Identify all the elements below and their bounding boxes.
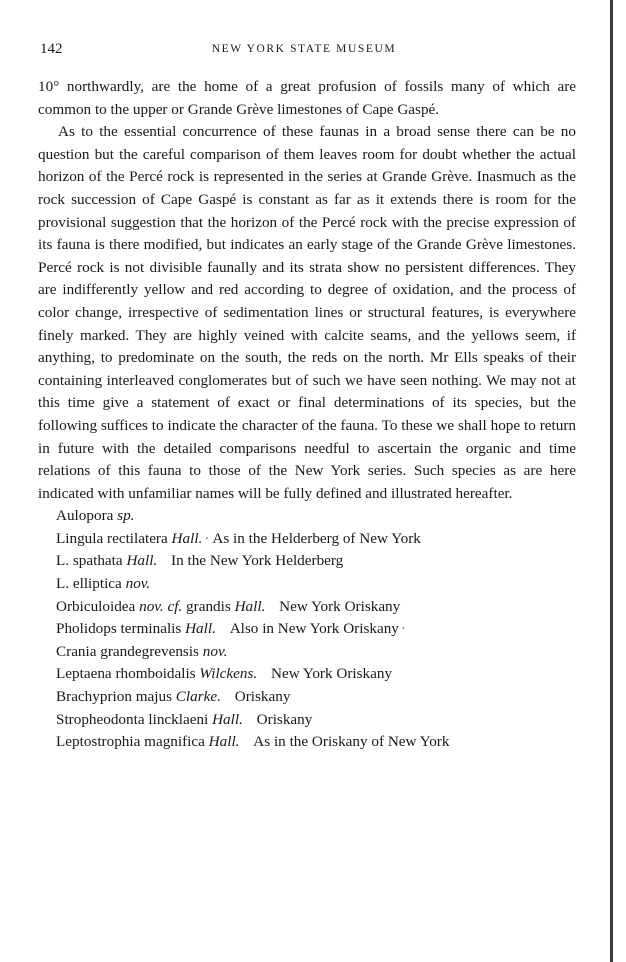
page-body: [38, 76, 576, 754]
paragraph-1: 10° northwardly, are the home of a great profusion of fossils many of which are common to the upper or Grande Grève limestones of Cape Gaspé.: [38, 78, 576, 118]
species-item: [56, 573, 576, 596]
species-item: [56, 709, 576, 732]
species-name: Stropheodonta lincklaeni: [56, 710, 209, 728]
page-number: 142: [40, 41, 63, 57]
species-note: In the New York Helderberg: [171, 552, 344, 570]
species-name: Lingula rectilatera: [56, 529, 168, 547]
species-item: [56, 641, 576, 664]
species-author: Wilckens.: [199, 665, 258, 683]
species-name: Brachyprion majus: [56, 688, 172, 706]
species-qualifier: nov. cf.: [139, 597, 183, 615]
species-author: Hall.: [185, 620, 216, 638]
paragraph-2: As to the essential concurrence of these faunas in a broad sense there can be no question but the careful comparison of them leaves room for doubt whether the actual horizon of the Percé rock is represented in the series at Grande Grève. Inasmuch as the rock succession of Cape Gaspé is constant as far as it extends there is room for the provisional suggestion that the horizon of the Percé rock with the precise expression of its fauna is there modified, but indicates an early stage of the Grande Grève limestones. Percé rock is not divisible faunally and its strata show no persistent differences. They are indifferently yellow and red according to degree of oxidation, and the process of color change, irrespective of sedimentation lines or structural features, is everywhere finely marked. They are highly veined with calcite seams, and the yellows seem, if anything, to predominate on the south, the reds on the north. Mr Ells speaks of their containing interleaved conglomerates but of such we have seen nothing. We may not at this time give a statement of exact or final determinations of its species, but the following suffices to indicate the character of the fauna. To these we shall hope to return in future with the detailed comparisons needful to ascertain the organic and time relations of this fauna to those of the New York series. Such species as are here indicated with unfamiliar names will be fully defined and illustrated hereafter.: [38, 123, 576, 502]
species-note: Oriskany: [234, 688, 291, 706]
species-item: [56, 550, 576, 573]
species-note: Oriskany: [256, 710, 313, 728]
species-name: Pholidops terminalis: [56, 620, 182, 638]
species-item: [56, 731, 576, 754]
species-name: Orbiculoidea: [56, 597, 136, 615]
species-note: Also in New York Oriskany: [229, 620, 399, 638]
species-name: Aulopora: [56, 507, 114, 525]
species-list: [38, 505, 576, 754]
margin-dot: ·: [204, 529, 210, 547]
species-author: sp.: [117, 507, 135, 525]
species-item: [56, 663, 576, 686]
species-author: Hall.: [212, 710, 243, 728]
species-note: New York Oriskany: [270, 665, 393, 683]
species-item: [56, 528, 576, 551]
species-note: As in the Helderberg of New York: [212, 529, 421, 547]
species-name: Leptostrophia magnifica: [56, 733, 205, 751]
species-item: [56, 596, 576, 619]
species-author: Hall.: [126, 552, 158, 570]
species-author: nov.: [125, 575, 151, 593]
species-author: nov.: [202, 642, 228, 660]
page-header: [34, 41, 574, 59]
species-item: [56, 618, 576, 641]
margin-dot: ·: [400, 620, 406, 638]
species-note: As in the Oriskany of New York: [253, 733, 450, 751]
species-author: Hall.: [171, 529, 203, 547]
species-name: L. spathata: [56, 552, 123, 570]
species-note: New York Oriskany: [279, 597, 401, 615]
species-author: Hall.: [208, 733, 240, 751]
species-item: [56, 686, 576, 709]
species-name: L. elliptica: [56, 575, 122, 593]
species-author: Clarke.: [175, 688, 221, 706]
species-name-2: grandis: [186, 597, 231, 615]
species-name: Crania grandegrevensis: [56, 642, 199, 660]
page-edge-shadow: [610, 0, 613, 962]
species-author: Hall.: [234, 597, 266, 615]
species-item: [56, 505, 576, 528]
running-title: NEW YORK STATE MUSEUM: [211, 43, 397, 55]
species-name: Leptaena rhomboidalis: [56, 665, 196, 683]
